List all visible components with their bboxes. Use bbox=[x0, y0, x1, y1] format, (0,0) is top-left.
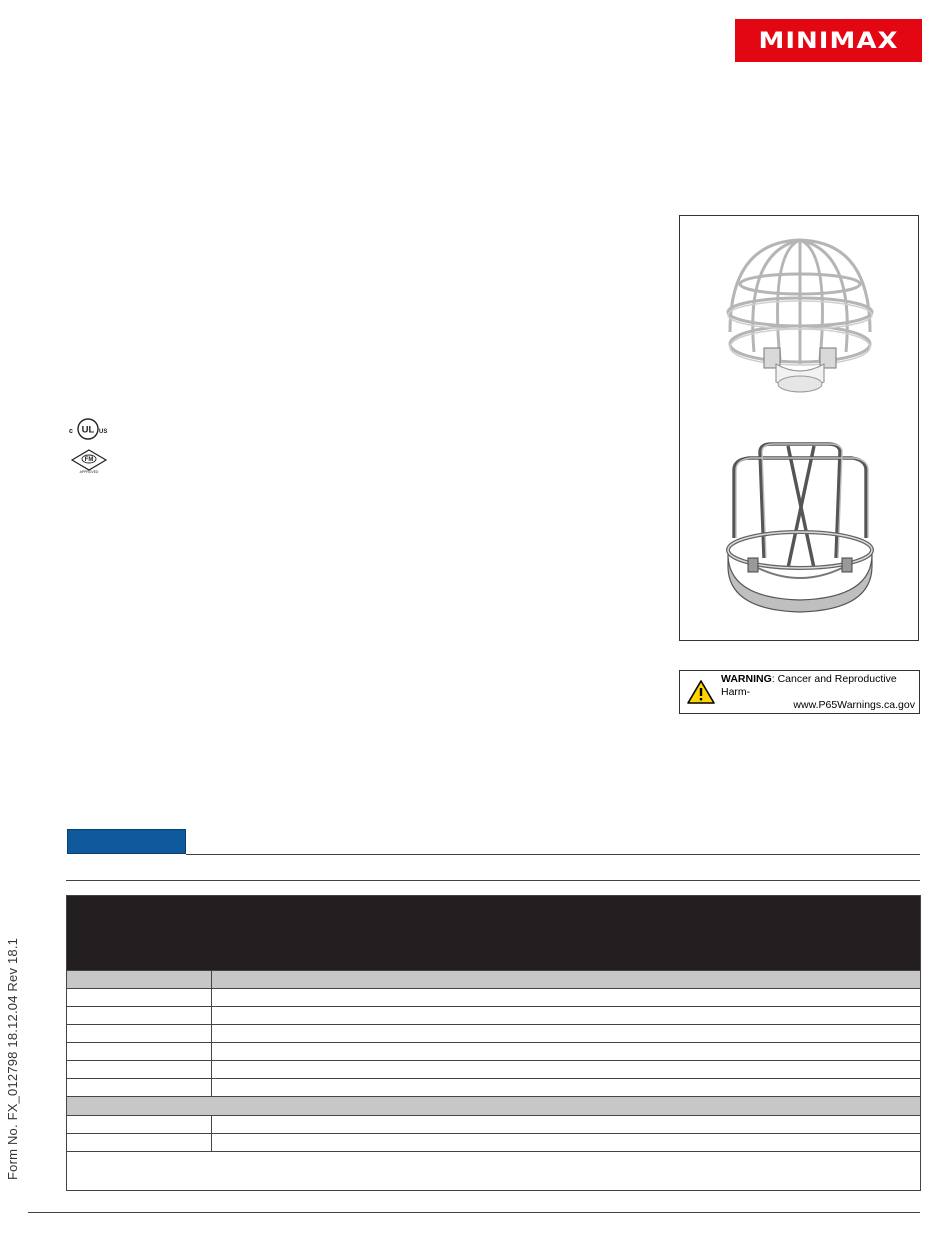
fm-mark-text: FM bbox=[84, 457, 94, 464]
table-row bbox=[67, 1006, 920, 1024]
specification-table bbox=[66, 895, 921, 1191]
table-subheader-row bbox=[67, 970, 920, 988]
logo-text: MINIMAX bbox=[758, 27, 899, 54]
table-row bbox=[67, 1060, 920, 1078]
warning-triangle-icon bbox=[687, 679, 715, 705]
section-header-tab bbox=[67, 829, 186, 854]
table-header bbox=[67, 896, 920, 970]
minimax-logo bbox=[735, 19, 922, 62]
warning-message: : Cancer and Reproductive Harm- bbox=[721, 672, 897, 698]
prop65-warning-box bbox=[679, 670, 920, 714]
table-row bbox=[67, 1133, 920, 1151]
table-row bbox=[67, 1078, 920, 1096]
spherical-guard-image bbox=[720, 232, 880, 402]
footer-rule bbox=[28, 1212, 920, 1213]
section-divider-rule bbox=[66, 880, 920, 881]
fm-caption-text: APPROVED bbox=[79, 470, 99, 474]
section-header-rule bbox=[186, 854, 920, 855]
warning-url: www.P65Warnings.ca.gov bbox=[793, 698, 915, 711]
form-number: Form No. FX_012798 18.12.04 Rev 18.1 bbox=[5, 937, 20, 1180]
table-row bbox=[67, 988, 920, 1006]
warning-text bbox=[721, 673, 919, 712]
cylindrical-guard-image bbox=[718, 438, 882, 614]
ul-right-text: US bbox=[99, 429, 108, 435]
warning-label: WARNING bbox=[721, 672, 772, 685]
ul-left-text: c bbox=[69, 428, 73, 435]
ul-listed-mark-icon bbox=[66, 417, 110, 441]
table-row bbox=[67, 1042, 920, 1060]
table-row bbox=[67, 1115, 920, 1133]
ul-center-text: UL bbox=[81, 424, 95, 436]
table-group-header-row bbox=[67, 1096, 920, 1115]
product-image-box bbox=[679, 215, 919, 641]
table-row bbox=[67, 1024, 920, 1042]
fm-approved-mark-icon bbox=[70, 448, 108, 474]
table-footer-note bbox=[67, 1151, 920, 1190]
